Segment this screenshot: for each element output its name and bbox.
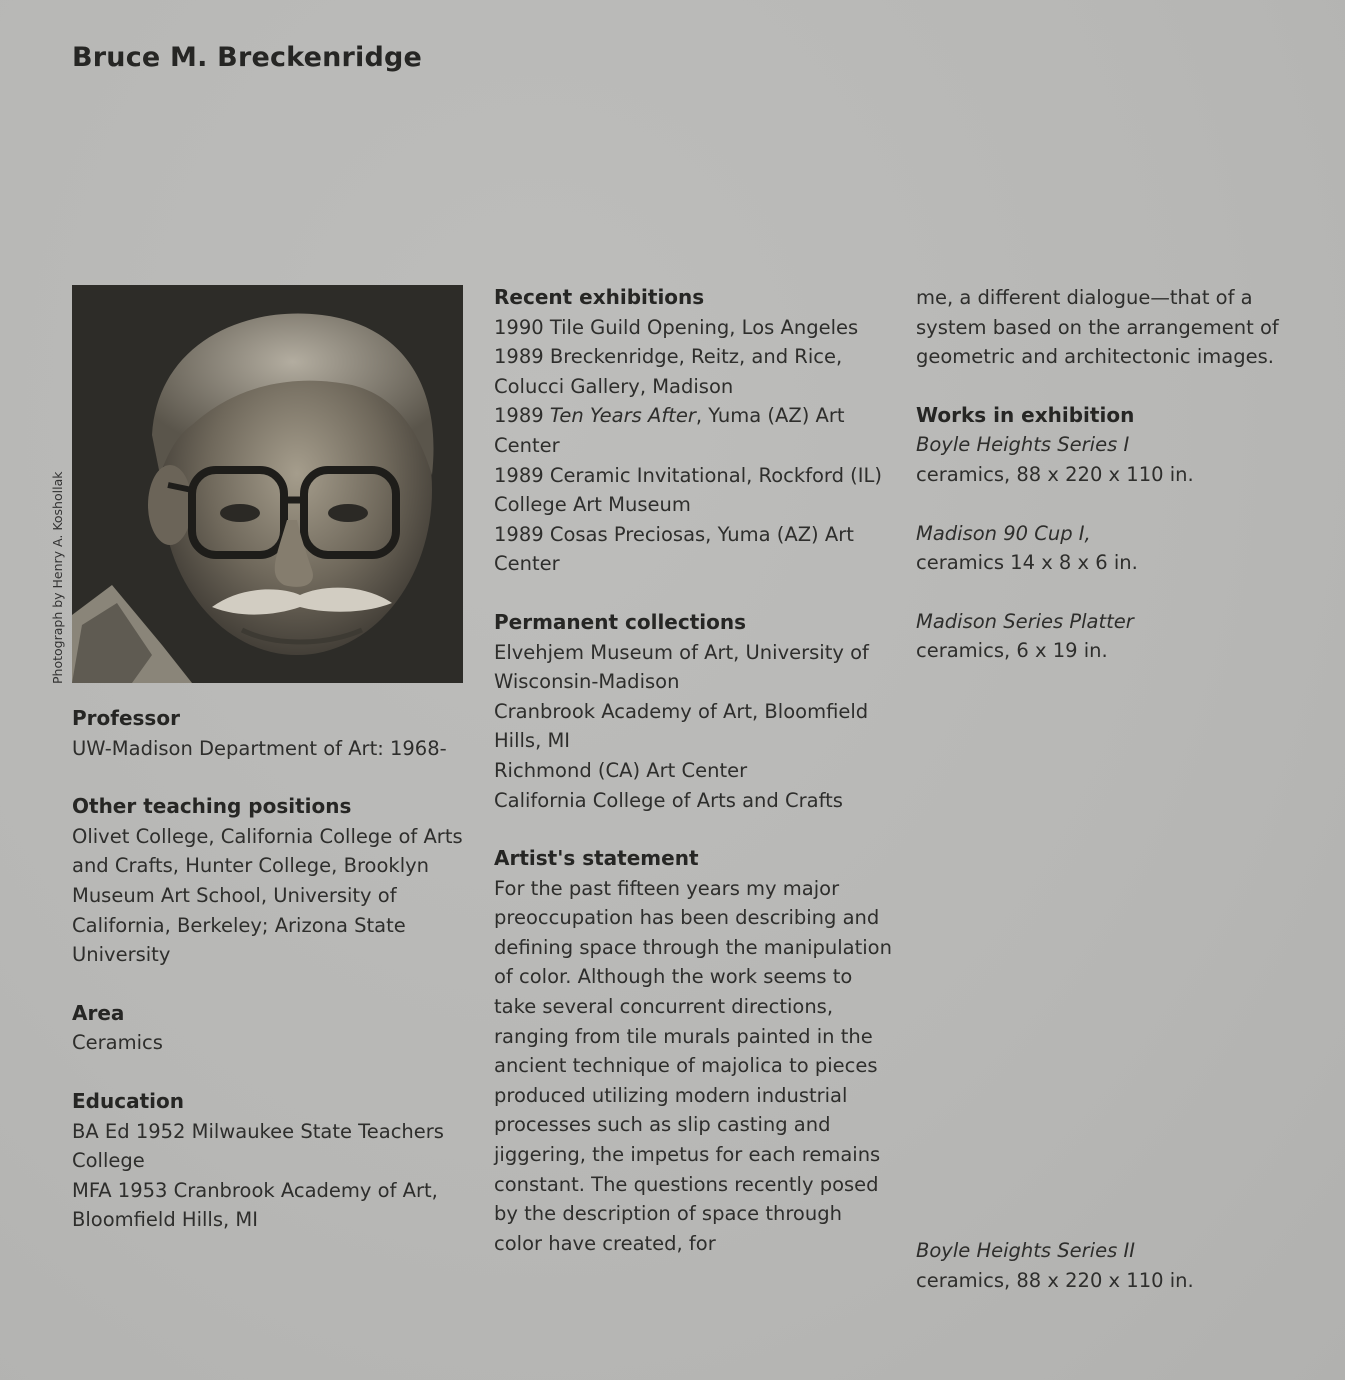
recent-exhibitions-section bbox=[494, 283, 894, 579]
portrait-image bbox=[72, 285, 463, 683]
work-item bbox=[916, 1236, 1286, 1295]
right-column-bottom bbox=[916, 1236, 1286, 1324]
work-item bbox=[916, 430, 1286, 489]
other-teaching-text: Olivet College, California College of Arts and Crafts, Hunter College, Brooklyn Museum Art School, University of California, Berkeley; Arizona State University bbox=[72, 824, 463, 967]
portrait-photo bbox=[72, 285, 463, 683]
work-title: Boyle Heights Series I bbox=[916, 433, 1130, 457]
professor-section bbox=[72, 704, 472, 763]
other-teaching-section bbox=[72, 792, 472, 970]
education-item: BA Ed 1952 Milwaukee State Teachers College bbox=[72, 1119, 444, 1173]
exhibition-item: 1989 Ceramic Invitational, Rockford (IL) College Art Museum bbox=[494, 463, 883, 517]
recent-exhibitions-heading: Recent exhibitions bbox=[494, 285, 705, 309]
statement-continued-text: me, a different dialogue—that of a system based on the arrangement of geometric and architectonic images. bbox=[916, 286, 1279, 369]
photo-credit: Photograph by Henry A. Koshollak bbox=[50, 471, 65, 684]
permanent-collections-section bbox=[494, 608, 894, 815]
professor-heading: Professor bbox=[72, 706, 180, 730]
collection-item: Richmond (CA) Art Center bbox=[494, 758, 748, 782]
professor-text: UW-Madison Department of Art: 1968- bbox=[72, 736, 447, 760]
area-section bbox=[72, 999, 472, 1058]
area-heading: Area bbox=[72, 1000, 125, 1025]
permanent-collections-heading: Permanent collections bbox=[494, 609, 747, 634]
work-detail: ceramics, 6 x 19 in. bbox=[916, 639, 1108, 663]
education-item: MFA 1953 Cranbrook Academy of Art, Bloomfield Hills, MI bbox=[72, 1178, 438, 1232]
statement-text: For the past fifteen years my major preoccupation has been describing and defining space through the manipulation of color. Although the work seems to take several concurrent directions, ranging from tile murals painted in the ancient technique of majolica to pieces produced utilizing modern industrial processes such as slip casting and jiggering, the impetus for each remains constant. The questions recently posed by the description of space through color have created, for bbox=[494, 876, 892, 1255]
statement-section bbox=[494, 844, 894, 1258]
exhibition-item: 1989 Breckenridge, Reitz, and Rice, Colucci Gallery, Madison bbox=[494, 345, 843, 398]
collection-item: Elvehjem Museum of Art, University of Wisconsin-Madison bbox=[494, 640, 869, 694]
other-teaching-heading: Other teaching positions bbox=[72, 794, 352, 819]
work-title: Madison 90 Cup I, bbox=[916, 521, 1091, 545]
work-detail: ceramics, 88 x 220 x 110 in. bbox=[916, 462, 1194, 486]
exhibition-item: 1989 Ten Years After, Yuma (AZ) Art Center bbox=[494, 404, 845, 457]
statement-heading: Artist's statement bbox=[494, 846, 699, 871]
work-item bbox=[916, 607, 1286, 666]
work-detail: ceramics, 88 x 220 x 110 in. bbox=[916, 1268, 1194, 1292]
left-column bbox=[72, 704, 472, 1264]
education-section bbox=[72, 1087, 472, 1235]
exhibition-item: 1990 Tile Guild Opening, Los Angeles bbox=[494, 315, 859, 339]
works-section bbox=[916, 401, 1286, 666]
works-heading: Works in exhibition bbox=[916, 402, 1135, 427]
right-column bbox=[916, 283, 1286, 695]
work-item bbox=[916, 519, 1286, 578]
area-text: Ceramics bbox=[72, 1031, 163, 1055]
page-title: Bruce M. Breckenridge bbox=[72, 42, 423, 73]
collection-item: Cranbrook Academy of Art, Bloomfield Hills, MI bbox=[494, 699, 869, 753]
collection-item: California College of Arts and Crafts bbox=[494, 788, 843, 812]
work-title: Boyle Heights Series II bbox=[916, 1239, 1135, 1262]
work-detail: ceramics 14 x 8 x 6 in. bbox=[916, 551, 1138, 575]
work-title: Madison Series Platter bbox=[916, 609, 1134, 633]
education-heading: Education bbox=[72, 1088, 184, 1113]
statement-continued-section bbox=[916, 283, 1286, 372]
middle-column bbox=[494, 283, 894, 1287]
exhibition-item: 1989 Cosas Preciosas, Yuma (AZ) Art Center bbox=[494, 522, 854, 576]
